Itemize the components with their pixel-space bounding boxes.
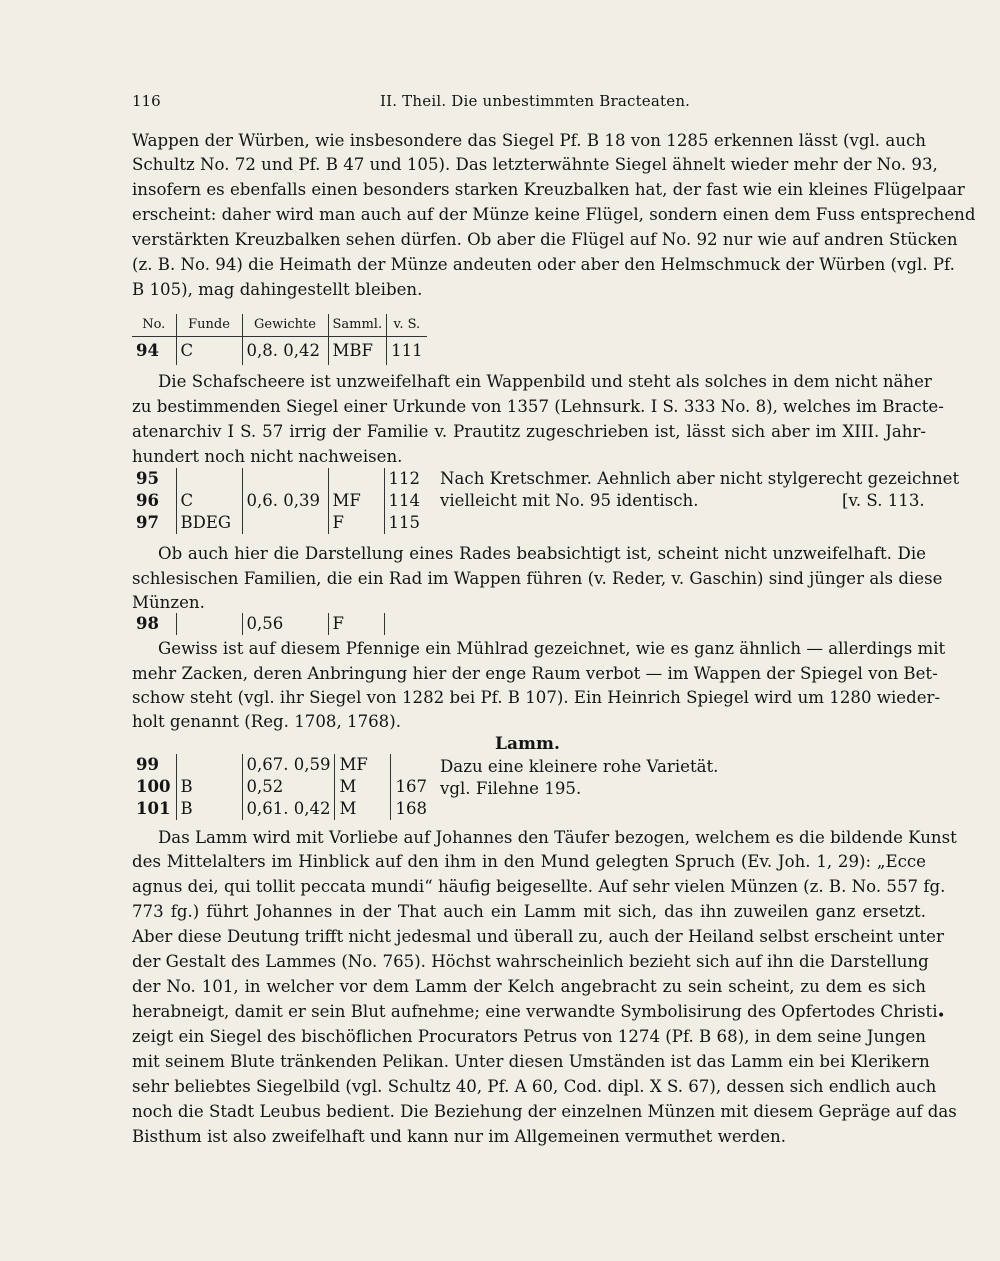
- text-line: der No. 101, in welcher vor dem Lamm der Kelch angebracht zu sein scheint, zu dem es sich: [132, 977, 926, 996]
- text-line: B 105), mag dahingestellt bleiben.: [132, 280, 423, 299]
- text-line: hundert noch nicht nachweisen.: [132, 447, 403, 466]
- text-line: der Gestalt des Lammes (No. 765). Höchst wahrscheinlich bezieht sich auf ihn die Darstellung: [132, 952, 929, 971]
- text-line: Wappen der Würben, wie insbesondere das Siegel Pf. B 18 von 1285 erkennen lässt (vgl. auch: [132, 131, 926, 150]
- margin-mark: •: [937, 1008, 946, 1024]
- text-line: zeigt ein Siegel des bischöflichen Procurators Petrus von 1274 (Pf. B 68), in dem seine Jungen: [132, 1027, 926, 1046]
- text-line: 773 fg.) führt Johannes in der That auch ein Lamm mit sich, das ihn zuweilen ganz ersetzt.: [132, 902, 926, 921]
- text-line: noch die Stadt Leubus bedient. Die Beziehung der einzelnen Münzen mit diesem Gepräge auf das: [132, 1102, 957, 1121]
- column-header: No.: [132, 314, 176, 337]
- text-line: Die Schafscheere ist unzweifelhaft ein Wappenbild und steht als solches in dem nicht näher: [158, 372, 932, 391]
- vs-cell: [391, 754, 431, 776]
- text-line: agnus dei, qui tollit peccata mundi“ häufig beigesellte. Auf sehr vielen Münzen (z. B. No. 557 fg.: [132, 877, 946, 896]
- column-header: Gewichte: [242, 314, 328, 337]
- sammlung-cell: MF: [335, 754, 391, 776]
- coin-number: 97: [136, 513, 159, 532]
- column-header: Funde: [176, 314, 242, 337]
- table-row: [132, 754, 431, 776]
- text-line: Ob auch hier die Darstellung eines Rades beabsichtigt ist, scheint nicht unzweifelhaft. Die: [158, 544, 926, 563]
- table-row: [132, 337, 427, 366]
- vs-cell: 167: [391, 776, 431, 798]
- coin-number: 96: [136, 491, 159, 510]
- text-line: mehr Zacken, deren Anbringung hier der enge Raum verbot — im Wappen der Spiegel von Bet-: [132, 664, 938, 683]
- coin-number: 98: [136, 614, 159, 633]
- table-row: [132, 512, 424, 534]
- column-header: Samml.: [328, 314, 387, 337]
- text-line: atenarchiv I S. 57 irrig der Familie v. Prautitz zugeschrieben ist, lässt sich aber im XIII. Jahr-: [132, 422, 926, 441]
- text-line: (z. B. No. 94) die Heimath der Münze andeuten oder aber den Helmschmuck der Würben (vgl. Pf.: [132, 255, 955, 274]
- table-row: [132, 798, 431, 820]
- sammlung-cell: [328, 468, 384, 490]
- vs-cell: 114: [384, 490, 424, 512]
- text-line: Gewiss ist auf diesem Pfennige ein Mühlrad gezeichnet, wie es ganz ähnlich — allerdings mit: [158, 639, 946, 658]
- text-line: Schultz No. 72 und Pf. B 47 und 105). Das letzterwähnte Siegel ähnelt wieder mehr der No. 93,: [132, 155, 938, 174]
- gewichte-cell: [242, 468, 328, 490]
- table-row: [132, 613, 424, 635]
- gewichte-cell: 0,56: [242, 613, 328, 635]
- coin-number: 94: [136, 341, 159, 360]
- table-row: [132, 776, 431, 798]
- text-line: Das Lamm wird mit Vorliebe auf Johannes den Täufer bezogen, welchem es die bildende Kunst: [158, 828, 957, 847]
- running-title: II. Theil. Die unbestimmten Bracteaten.: [380, 92, 691, 110]
- table-note: vgl. Filehne 195.: [440, 779, 582, 798]
- table-note-reference: [v. S. 113.: [842, 491, 925, 510]
- text-line: schlesischen Familien, die ein Rad im Wappen führen (v. Reder, v. Gaschin) sind jünger als diese: [132, 569, 943, 588]
- text-line: erscheint: daher wird man auch auf der Münze keine Flügel, sondern einen dem Fuss entsprechend: [132, 205, 976, 224]
- text-line: Bisthum ist also zweifelhaft und kann nur im Allgemeinen vermuthet werden.: [132, 1127, 786, 1146]
- section-heading: Lamm.: [495, 734, 560, 754]
- text-line: des Mittelalters im Hinblick auf den ihm in den Mund gelegten Spruch (Ev. Joh. 1, 29): „Ecce: [132, 852, 926, 871]
- vs-cell: 168: [391, 798, 431, 820]
- coin-table-94: [132, 314, 427, 365]
- gewichte-cell: 0,67. 0,59: [242, 754, 335, 776]
- gewichte-cell: 0,8. 0,42: [242, 337, 328, 366]
- text-line: holt genannt (Reg. 1708, 1768).: [132, 712, 401, 731]
- sammlung-cell: M: [335, 776, 391, 798]
- table-note: vielleicht mit No. 95 identisch.: [440, 491, 699, 510]
- sammlung-cell: MBF: [328, 337, 387, 366]
- text-line: insofern es ebenfalls einen besonders starken Kreuzbalken hat, der fast wie ein kleines Flügelpaar: [132, 180, 965, 199]
- table-note: Dazu eine kleinere rohe Varietät.: [440, 757, 719, 776]
- text-line: sehr beliebtes Siegelbild (vgl. Schultz 40, Pf. A 60, Cod. dipl. X S. 67), dessen sich endlich auch: [132, 1077, 937, 1096]
- vs-cell: [384, 613, 424, 635]
- coin-number: 99: [136, 755, 159, 774]
- funde-cell: [176, 754, 242, 776]
- page-number: 116: [132, 92, 161, 110]
- text-line: mit seinem Blute tränkenden Pelikan. Unter diesen Umständen ist das Lamm ein bei Klerikern: [132, 1052, 930, 1071]
- running-header: [132, 92, 926, 116]
- coin-number: 101: [136, 799, 171, 818]
- vs-cell: 115: [384, 512, 424, 534]
- vs-cell: 111: [387, 337, 427, 366]
- table-row: [132, 468, 424, 490]
- sammlung-cell: F: [328, 512, 384, 534]
- sammlung-cell: F: [328, 613, 384, 635]
- funde-cell: C: [176, 490, 242, 512]
- funde-cell: B: [176, 798, 242, 820]
- vs-cell: 112: [384, 468, 424, 490]
- column-header: v. S.: [387, 314, 427, 337]
- text-line: Münzen.: [132, 593, 205, 612]
- text-line: herabneigt, damit er sein Blut aufnehme; eine verwandte Symbolisirung des Opfertodes Christi: [132, 1002, 938, 1021]
- coin-table-98: [132, 613, 424, 635]
- funde-cell: C: [176, 337, 242, 366]
- sammlung-cell: MF: [328, 490, 384, 512]
- coin-number: 95: [136, 469, 159, 488]
- table-row: [132, 490, 424, 512]
- text-line: zu bestimmenden Siegel einer Urkunde von 1357 (Lehnsurk. I S. 333 No. 8), welches im Bracte-: [132, 397, 944, 416]
- coin-table-95-97: [132, 468, 424, 534]
- gewichte-cell: [242, 512, 328, 534]
- funde-cell: BDEG: [176, 512, 242, 534]
- funde-cell: [176, 468, 242, 490]
- table-note: Nach Kretschmer. Aehnlich aber nicht stylgerecht gezeichnet: [440, 469, 960, 488]
- funde-cell: B: [176, 776, 242, 798]
- funde-cell: [176, 613, 242, 635]
- gewichte-cell: 0,6. 0,39: [242, 490, 328, 512]
- text-line: Aber diese Deutung trifft nicht jedesmal und überall zu, auch der Heiland selbst erscheint unter: [132, 927, 944, 946]
- text-line: verstärkten Kreuzbalken sehen dürfen. Ob aber die Flügel auf No. 92 nur wie auf andren Stücken: [132, 230, 958, 249]
- table-header-row: [132, 314, 427, 337]
- text-line: schow steht (vgl. ihr Siegel von 1282 bei Pf. B 107). Ein Heinrich Spiegel wird um 1280 wieder-: [132, 688, 941, 707]
- coin-table-99-101: [132, 754, 431, 820]
- sammlung-cell: M: [335, 798, 391, 820]
- gewichte-cell: 0,61. 0,42: [242, 798, 335, 820]
- gewichte-cell: 0,52: [242, 776, 335, 798]
- coin-number: 100: [136, 777, 171, 796]
